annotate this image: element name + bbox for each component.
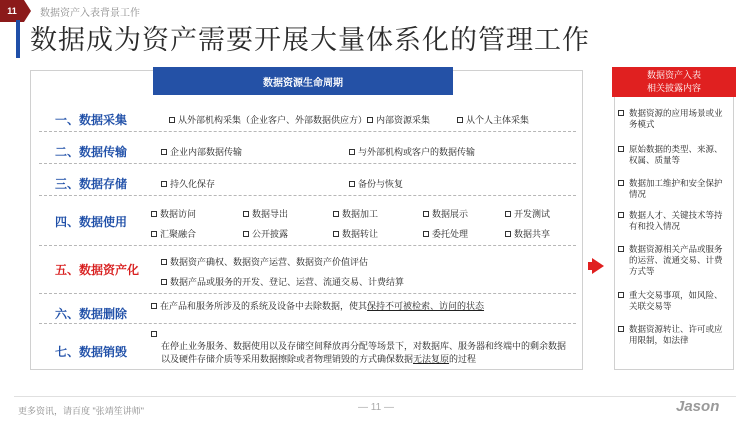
row-item: 数据导出 — [243, 207, 288, 220]
row-item: 委托处理 — [423, 227, 468, 240]
checkbox-icon — [161, 279, 167, 285]
row-label-usage: 四、数据使用 — [55, 215, 128, 229]
checkbox-icon — [161, 259, 167, 265]
checkbox-icon — [423, 231, 429, 237]
row-label-storage: 三、数据存储 — [55, 177, 128, 191]
disclosure-item: 数据资源相关产品或服务的运营、流通交易、计费方式等 — [618, 244, 730, 277]
lifecycle-title: 数据资源生命周期 — [153, 67, 453, 95]
checkbox-icon — [161, 149, 167, 155]
checkbox-icon — [618, 292, 624, 298]
checkbox-icon — [618, 180, 624, 186]
checkbox-icon — [618, 110, 624, 116]
row-divider — [39, 131, 576, 132]
checkbox-icon — [505, 211, 511, 217]
breadcrumb: 数据资产入表背景工作 — [40, 8, 140, 19]
checkbox-icon — [333, 231, 339, 237]
checkbox-icon — [349, 149, 355, 155]
row-item: 备份与恢复 — [349, 177, 403, 190]
checkbox-icon — [243, 211, 249, 217]
disclosure-title: 数据资产入表 相关披露内容 — [612, 67, 736, 97]
row-item: 数据转让 — [333, 227, 378, 240]
row-item — [151, 329, 160, 339]
row-item: 从外部机构采集（企业客户、外部数据供应方） — [169, 113, 367, 126]
row-item: 数据展示 — [423, 207, 468, 220]
row-item: 在停止业务服务、数据使用以及存储空间释放再分配等场景下，对数据库、服务器和终端中的剩余数据 — [161, 341, 567, 351]
row-item: 数据加工 — [333, 207, 378, 220]
checkbox-icon — [161, 181, 167, 187]
disclosure-item: 数据加工维护和安全保护情况 — [618, 178, 730, 200]
row-label-destruction: 七、数据销毁 — [55, 345, 128, 359]
row-divider — [39, 245, 576, 246]
row-item: 企业内部数据传输 — [161, 145, 242, 158]
row-item: 从个人主体采集 — [457, 113, 529, 126]
disclosure-item: 原始数据的类型、来源、权属、质量等 — [618, 144, 730, 166]
checkbox-icon — [151, 211, 157, 217]
row-divider — [39, 293, 576, 294]
row-label-transmission: 二、数据传输 — [55, 145, 128, 159]
checkbox-icon — [618, 246, 624, 252]
checkbox-icon — [618, 146, 624, 152]
disclosure-item: 数据资源的应用场景或业务模式 — [618, 108, 730, 130]
title-accent-bar — [16, 20, 20, 58]
page-badge: 11 — [0, 0, 24, 22]
checkbox-icon — [243, 231, 249, 237]
row-item: 数据共享 — [505, 227, 550, 240]
lifecycle-panel — [30, 70, 583, 370]
checkbox-icon — [151, 331, 157, 337]
row-divider — [39, 323, 576, 324]
right-arrow-icon — [592, 258, 604, 274]
row-item: 数据资产确权、数据资产运营、数据资产价值评估 — [161, 255, 368, 268]
row-item: 内部资源采集 — [367, 113, 430, 126]
row-label-collection: 一、数据采集 — [55, 113, 128, 127]
checkbox-icon — [423, 211, 429, 217]
row-item: 持久化保存 — [161, 177, 215, 190]
checkbox-icon — [367, 117, 373, 123]
row-item: 数据访问 — [151, 207, 196, 220]
row-item: 汇聚融合 — [151, 227, 196, 240]
checkbox-icon — [169, 117, 175, 123]
checkbox-icon — [349, 181, 355, 187]
checkbox-icon — [457, 117, 463, 123]
footer-divider — [14, 396, 736, 397]
row-divider — [39, 195, 576, 196]
page-title: 数据成为资产需要开展大量体系化的管理工作 — [30, 25, 590, 55]
checkbox-icon — [618, 326, 624, 332]
row-item: 与外部机构或客户的数据传输 — [349, 145, 475, 158]
row-item: 以及硬件存储介质等采用数据擦除或者物理销毁的方式确保数据无法复原的过程 — [161, 354, 477, 364]
checkbox-icon — [151, 231, 157, 237]
disclosure-item: 数据资源转让、许可或应用限制，如法律 — [618, 324, 730, 346]
checkbox-icon — [151, 303, 157, 309]
disclosure-item: 数据人才、关键技术等持有和投入情况 — [618, 210, 730, 232]
row-label-assetization: 五、数据资产化 — [55, 263, 140, 277]
checkbox-icon — [333, 211, 339, 217]
row-label-deletion: 六、数据删除 — [55, 307, 128, 321]
row-item: 开发测试 — [505, 207, 550, 220]
row-item: 公开披露 — [243, 227, 288, 240]
page-number: — 11 — — [358, 402, 394, 413]
checkbox-icon — [505, 231, 511, 237]
row-item: 在产品和服务所涉及的系统及设备中去除数据，使其保持不可被检索、访问的状态 — [151, 299, 484, 312]
brand-logo: Jason — [676, 398, 720, 415]
checkbox-icon — [618, 212, 624, 218]
row-divider — [39, 163, 576, 164]
row-item: 数据产品或服务的开发、登记、运营、流通交易、计费结算 — [161, 275, 404, 288]
disclosure-item: 重大交易事项，如风险、关联交易等 — [618, 290, 730, 312]
footer-note: 更多资讯，请百度 "张靖笙讲师" — [18, 406, 144, 416]
